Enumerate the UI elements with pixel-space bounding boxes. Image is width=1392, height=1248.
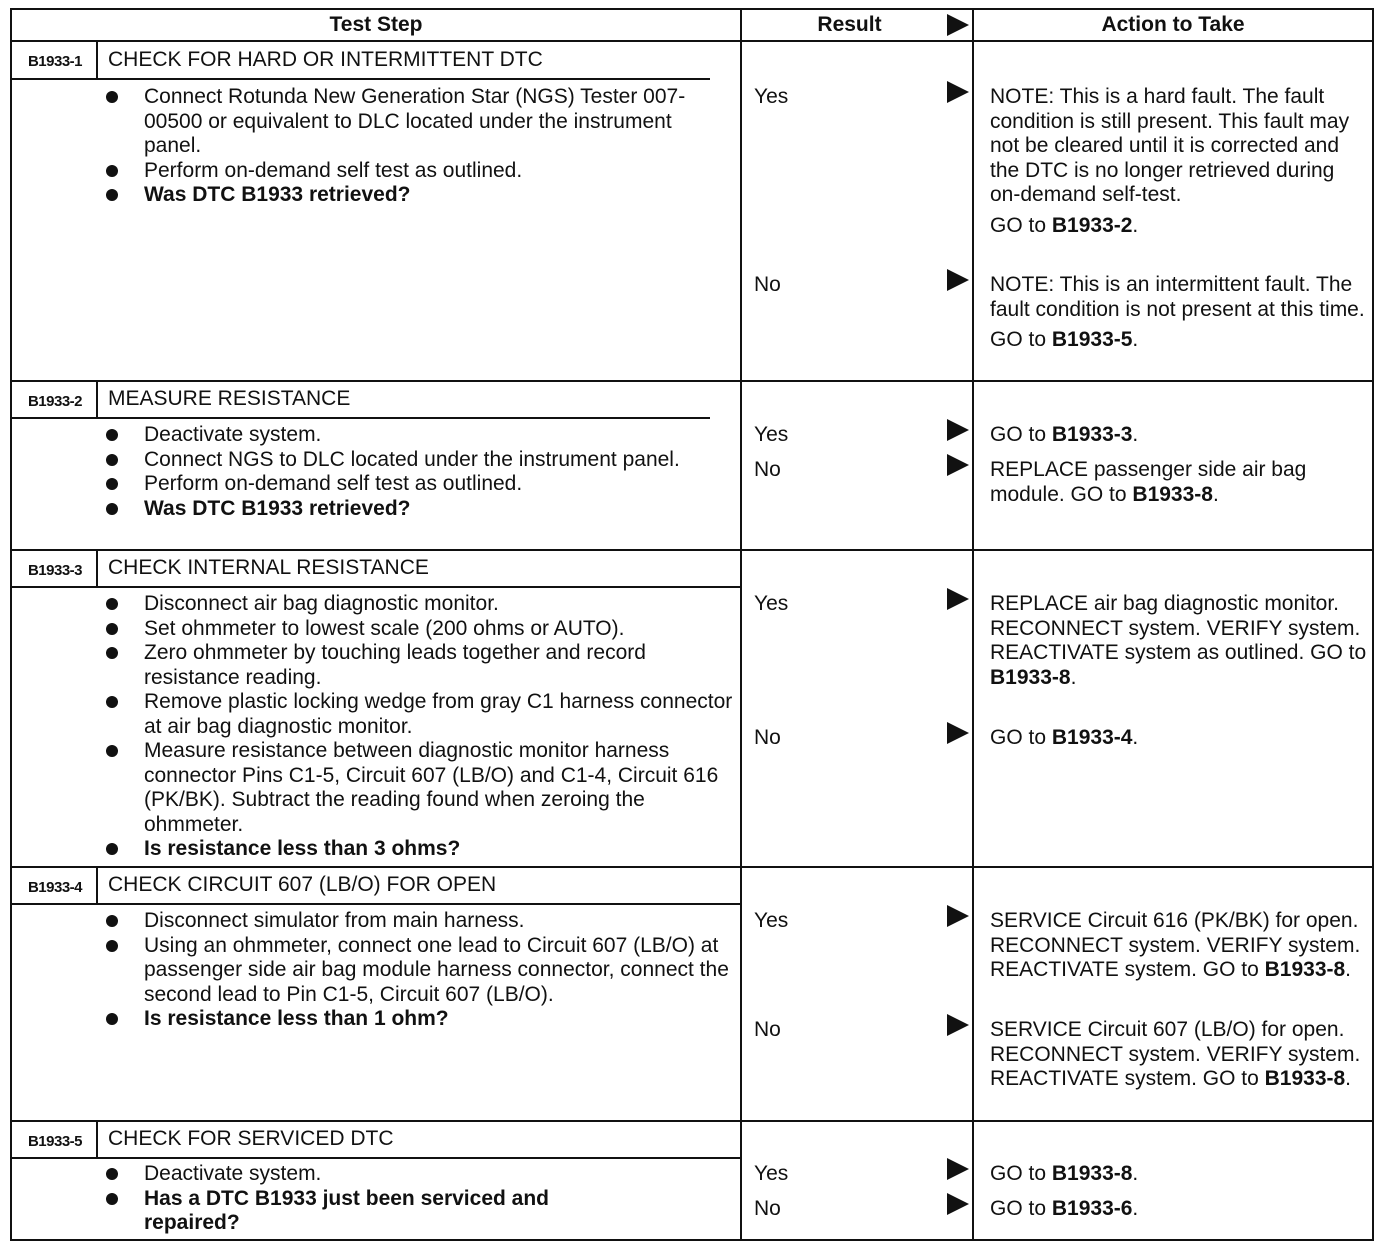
step-id-divider <box>96 866 98 903</box>
goto-target: B1933-8 <box>1264 1067 1346 1090</box>
goto-target: B1933-4 <box>1051 726 1133 749</box>
list-item: Measure resistance between diagnostic monitor harness connector Pins C1-5, Circuit 607 (LB/O) and C1-4, Circuit 616 (PK/BK). Subtract the reading found when zeroing the ohmmeter. <box>104 739 734 837</box>
step-question: Is resistance less than 1 ohm? <box>104 1007 734 1032</box>
header-bottom-border <box>10 40 1374 42</box>
action-no <box>990 726 1370 751</box>
table-bottom-border <box>10 1239 1374 1241</box>
goto-target: B1933-5 <box>1051 328 1133 351</box>
list-item: Connect NGS to DLC located under the instrument panel. <box>104 448 734 473</box>
result-arrow-icon <box>947 454 969 476</box>
result-arrow-icon <box>947 1014 969 1036</box>
action-text: SERVICE Circuit 616 (PK/BK) for open. RECONNECT system. VERIFY system. REACTIVATE system. GO to B1933-8. <box>990 909 1361 981</box>
column-divider-action <box>972 8 974 1241</box>
action-goto: GO to B1933-2. <box>990 213 1139 237</box>
bullet-icon <box>106 478 118 490</box>
table-left-border <box>10 8 12 1241</box>
bullet-icon <box>106 165 118 177</box>
bullet-icon <box>106 1013 118 1025</box>
action-goto: GO to B1933-6. <box>990 1197 1139 1220</box>
step-id-divider <box>96 380 98 417</box>
list-item: Perform on-demand self test as outlined. <box>104 472 734 497</box>
action-note: NOTE: This is a hard fault. The fault condition is still present. This fault may not be cleared until it is corrected and the DTC is no longer retrieved during on-demand self-test. <box>990 85 1350 206</box>
step-question: Has a DTC B1933 just been serviced and repaired? <box>104 1187 624 1236</box>
step-title: CHECK INTERNAL RESISTANCE <box>108 556 429 579</box>
action-no <box>990 273 1370 353</box>
result-no: No <box>754 726 781 749</box>
goto-target: B1933-8 <box>1264 958 1346 981</box>
bullet-icon <box>106 91 118 103</box>
action-text: SERVICE Circuit 607 (LB/O) for open. RECONNECT system. VERIFY system. REACTIVATE system. GO to B1933-8. <box>990 1018 1361 1090</box>
step-title: MEASURE RESISTANCE <box>108 387 351 410</box>
action-yes <box>990 1162 1370 1187</box>
step-title: CHECK CIRCUIT 607 (LB/O) FOR OPEN <box>108 873 497 896</box>
step-title-underline <box>10 417 710 419</box>
row-divider <box>10 549 1374 551</box>
action-text: REPLACE air bag diagnostic monitor. RECONNECT system. VERIFY system. REACTIVATE system as outlined. GO to B1933-8. <box>990 592 1367 689</box>
result-yes: Yes <box>754 85 789 108</box>
list-item: Deactivate system. <box>104 1162 624 1187</box>
step-title-underline <box>10 78 710 80</box>
column-divider-result <box>740 8 742 1241</box>
step-id-divider <box>96 1120 98 1157</box>
bullet-icon <box>106 940 118 952</box>
list-item: Set ohmmeter to lowest scale (200 ohms or AUTO). <box>104 617 734 642</box>
header-test-step: Test Step <box>329 13 423 36</box>
step-title-underline <box>10 903 740 905</box>
action-yes <box>990 85 1370 238</box>
result-yes: Yes <box>754 909 789 932</box>
goto-target: B1933-8 <box>990 665 1071 689</box>
list-item: Remove plastic locking wedge from gray C1 harness connector at air bag diagnostic monitor. <box>104 690 734 739</box>
list-item: Connect Rotunda New Generation Star (NGS) Tester 007-00500 or equivalent to DLC located under the instrument panel. <box>104 85 734 159</box>
goto-target: B1933-8 <box>1132 482 1213 506</box>
list-item: Using an ohmmeter, connect one lead to Circuit 607 (LB/O) at passenger side air bag module harness connector, connect the second lead to Pin C1-5, Circuit 607 (LB/O). <box>104 934 734 1008</box>
action-goto: GO to B1933-3. <box>990 423 1139 446</box>
bullet-icon <box>106 915 118 927</box>
step-question: Was DTC B1933 retrieved? <box>104 497 734 522</box>
result-arrow-icon <box>947 419 969 441</box>
bullet-icon <box>106 647 118 659</box>
table-right-border <box>1372 8 1374 1241</box>
action-yes <box>990 592 1370 690</box>
step-id: B1933-2 <box>27 393 83 410</box>
bullet-icon <box>106 598 118 610</box>
bullet-icon <box>106 1168 118 1180</box>
result-no: No <box>754 1197 781 1220</box>
result-no: No <box>754 1018 781 1041</box>
list-item: Perform on-demand self test as outlined. <box>104 159 734 184</box>
result-yes: Yes <box>754 592 789 615</box>
bullet-icon <box>106 429 118 441</box>
header-arrow-icon <box>947 14 969 36</box>
result-yes: Yes <box>754 1162 789 1185</box>
bullet-icon <box>106 1193 118 1205</box>
result-no: No <box>754 458 781 481</box>
bullet-icon <box>106 623 118 635</box>
bullet-icon <box>106 454 118 466</box>
action-yes <box>990 909 1370 983</box>
goto-target: B1933-8 <box>1051 1162 1133 1185</box>
row-divider <box>10 866 1374 868</box>
list-item: Zero ohmmeter by touching leads together and record resistance reading. <box>104 641 734 690</box>
step-instructions <box>104 85 734 208</box>
bullet-icon <box>106 189 118 201</box>
bullet-icon <box>106 503 118 515</box>
list-item: Disconnect simulator from main harness. <box>104 909 734 934</box>
bullet-icon <box>106 696 118 708</box>
result-arrow-icon <box>947 1193 969 1215</box>
step-id-divider <box>96 40 98 78</box>
step-title: CHECK FOR SERVICED DTC <box>108 1127 394 1150</box>
result-arrow-icon <box>947 588 969 610</box>
action-no <box>990 1018 1370 1092</box>
step-id: B1933-1 <box>27 53 83 70</box>
step-id-divider <box>96 549 98 586</box>
step-question: Was DTC B1933 retrieved? <box>104 183 734 208</box>
result-yes: Yes <box>754 423 789 446</box>
list-item: Deactivate system. <box>104 423 734 448</box>
action-goto: GO to B1933-8. <box>990 1162 1139 1185</box>
step-id: B1933-4 <box>27 879 83 896</box>
row-divider <box>10 1120 1374 1122</box>
action-text: REPLACE passenger side air bag module. GO to B1933-8. <box>990 458 1307 506</box>
step-title-underline <box>10 586 740 588</box>
header-action: Action to Take <box>1101 13 1245 36</box>
step-instructions <box>104 592 734 862</box>
result-arrow-icon <box>947 81 969 103</box>
step-instructions <box>104 423 734 521</box>
step-id: B1933-3 <box>27 562 83 579</box>
step-id: B1933-5 <box>27 1133 83 1150</box>
action-yes <box>990 423 1370 448</box>
action-no <box>990 458 1370 507</box>
step-instructions <box>104 909 734 1032</box>
action-note: NOTE: This is an intermittent fault. The fault condition is not present at this time. <box>990 273 1365 321</box>
bullet-icon <box>106 843 118 855</box>
action-no <box>990 1197 1370 1222</box>
result-arrow-icon <box>947 1158 969 1180</box>
list-item: Disconnect air bag diagnostic monitor. <box>104 592 734 617</box>
result-arrow-icon <box>947 722 969 744</box>
header-result: Result <box>817 13 882 36</box>
action-goto: GO to B1933-5. <box>990 328 1139 351</box>
result-arrow-icon <box>947 905 969 927</box>
result-no: No <box>754 273 781 296</box>
goto-target: B1933-3 <box>1051 423 1133 446</box>
goto-target: B1933-2 <box>1051 213 1133 237</box>
step-instructions <box>104 1162 624 1236</box>
bullet-icon <box>106 745 118 757</box>
step-question: Is resistance less than 3 ohms? <box>104 837 734 862</box>
goto-target: B1933-6 <box>1051 1197 1133 1220</box>
step-title-underline <box>10 1157 740 1159</box>
result-arrow-icon <box>947 269 969 291</box>
row-divider <box>10 380 1374 382</box>
action-goto: GO to B1933-4. <box>990 726 1139 749</box>
step-title: CHECK FOR HARD OR INTERMITTENT DTC <box>108 48 543 71</box>
